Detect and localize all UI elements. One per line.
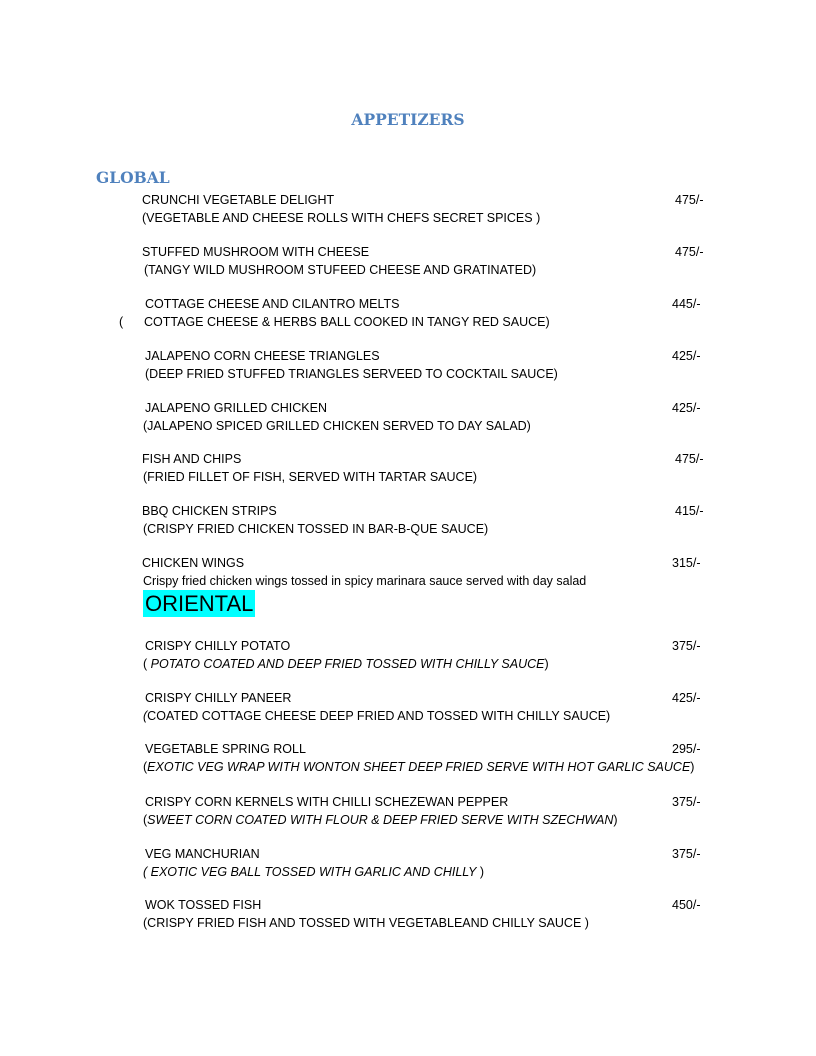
item-name: CHICKEN WINGS [142, 556, 245, 570]
item-name: CRISPY CORN KERNELS WITH CHILLI SCHEZEWAN PEPPER [145, 795, 509, 809]
item-description: (SWEET CORN COATED WITH FLOUR & DEEP FRIED SERVE WITH SZECHWAN) [143, 813, 618, 827]
item-description: (COATED COTTAGE CHEESE DEEP FRIED AND TOSSED WITH CHILLY SAUCE) [143, 709, 611, 723]
item-name: JALAPENO CORN CHEESE TRIANGLES [145, 349, 380, 363]
item-name: JALAPENO GRILLED CHICKEN [145, 401, 327, 415]
item-description: Crispy fried chicken wings tossed in spicy marinara sauce served with day salad [143, 574, 587, 588]
section-heading-oriental: ORIENTAL [145, 591, 254, 616]
stray-parenthesis: ( [119, 315, 124, 329]
item-name: VEG MANCHURIAN [145, 847, 260, 861]
item-name: STUFFED MUSHROOM WITH CHEESE [142, 245, 370, 259]
item-name: CRISPY CHILLY PANEER [145, 691, 292, 705]
item-price: 475/- [675, 245, 704, 259]
item-price: 295/- [672, 742, 701, 756]
item-description: (TANGY WILD MUSHROOM STUFEED CHEESE AND GRATINATED) [144, 263, 537, 277]
item-description: (VEGETABLE AND CHEESE ROLLS WITH CHEFS SECRET SPICES ) [142, 211, 541, 225]
item-name: COTTAGE CHEESE AND CILANTRO MELTS [145, 297, 400, 311]
item-price: 425/- [672, 401, 701, 415]
item-name: WOK TOSSED FISH [145, 898, 262, 912]
item-description: (CRISPY FRIED CHICKEN TOSSED IN BAR-B-QUE SAUCE) [143, 522, 489, 536]
item-price: 375/- [672, 847, 701, 861]
item-name: BBQ CHICKEN STRIPS [142, 504, 277, 518]
item-description: (JALAPENO SPICED GRILLED CHICKEN SERVED TO DAY SALAD) [143, 419, 531, 433]
item-description: (EXOTIC VEG WRAP WITH WONTON SHEET DEEP FRIED SERVE WITH HOT GARLIC SAUCE) [143, 760, 695, 774]
item-price: 475/- [675, 452, 704, 466]
item-price: 415/- [675, 504, 704, 518]
item-name: FISH AND CHIPS [142, 452, 242, 466]
item-price: 425/- [672, 349, 701, 363]
item-description: ( POTATO COATED AND DEEP FRIED TOSSED WITH CHILLY SAUCE) [143, 657, 549, 671]
item-description: (FRIED FILLET OF FISH, SERVED WITH TARTAR SAUCE) [143, 470, 478, 484]
item-name: VEGETABLE SPRING ROLL [145, 742, 306, 756]
item-description: ( EXOTIC VEG BALL TOSSED WITH GARLIC AND CHILLY ) [143, 865, 485, 879]
item-price: 315/- [672, 556, 701, 570]
page-title: APPETIZERS [351, 110, 465, 129]
item-name: CRISPY CHILLY POTATO [145, 639, 291, 653]
item-name: CRUNCHI VEGETABLE DELIGHT [142, 193, 335, 207]
item-price: 445/- [672, 297, 701, 311]
section-heading-global: GLOBAL [96, 168, 170, 187]
item-description: (DEEP FRIED STUFFED TRIANGLES SERVEED TO COCKTAIL SAUCE) [145, 367, 558, 381]
item-price: 475/- [675, 193, 704, 207]
item-price: 425/- [672, 691, 701, 705]
item-price: 450/- [672, 898, 701, 912]
item-description: COTTAGE CHEESE & HERBS BALL COOKED IN TANGY RED SAUCE) [144, 315, 550, 329]
item-price: 375/- [672, 795, 701, 809]
item-price: 375/- [672, 639, 701, 653]
item-description: (CRISPY FRIED FISH AND TOSSED WITH VEGETABLEAND CHILLY SAUCE ) [143, 916, 589, 930]
